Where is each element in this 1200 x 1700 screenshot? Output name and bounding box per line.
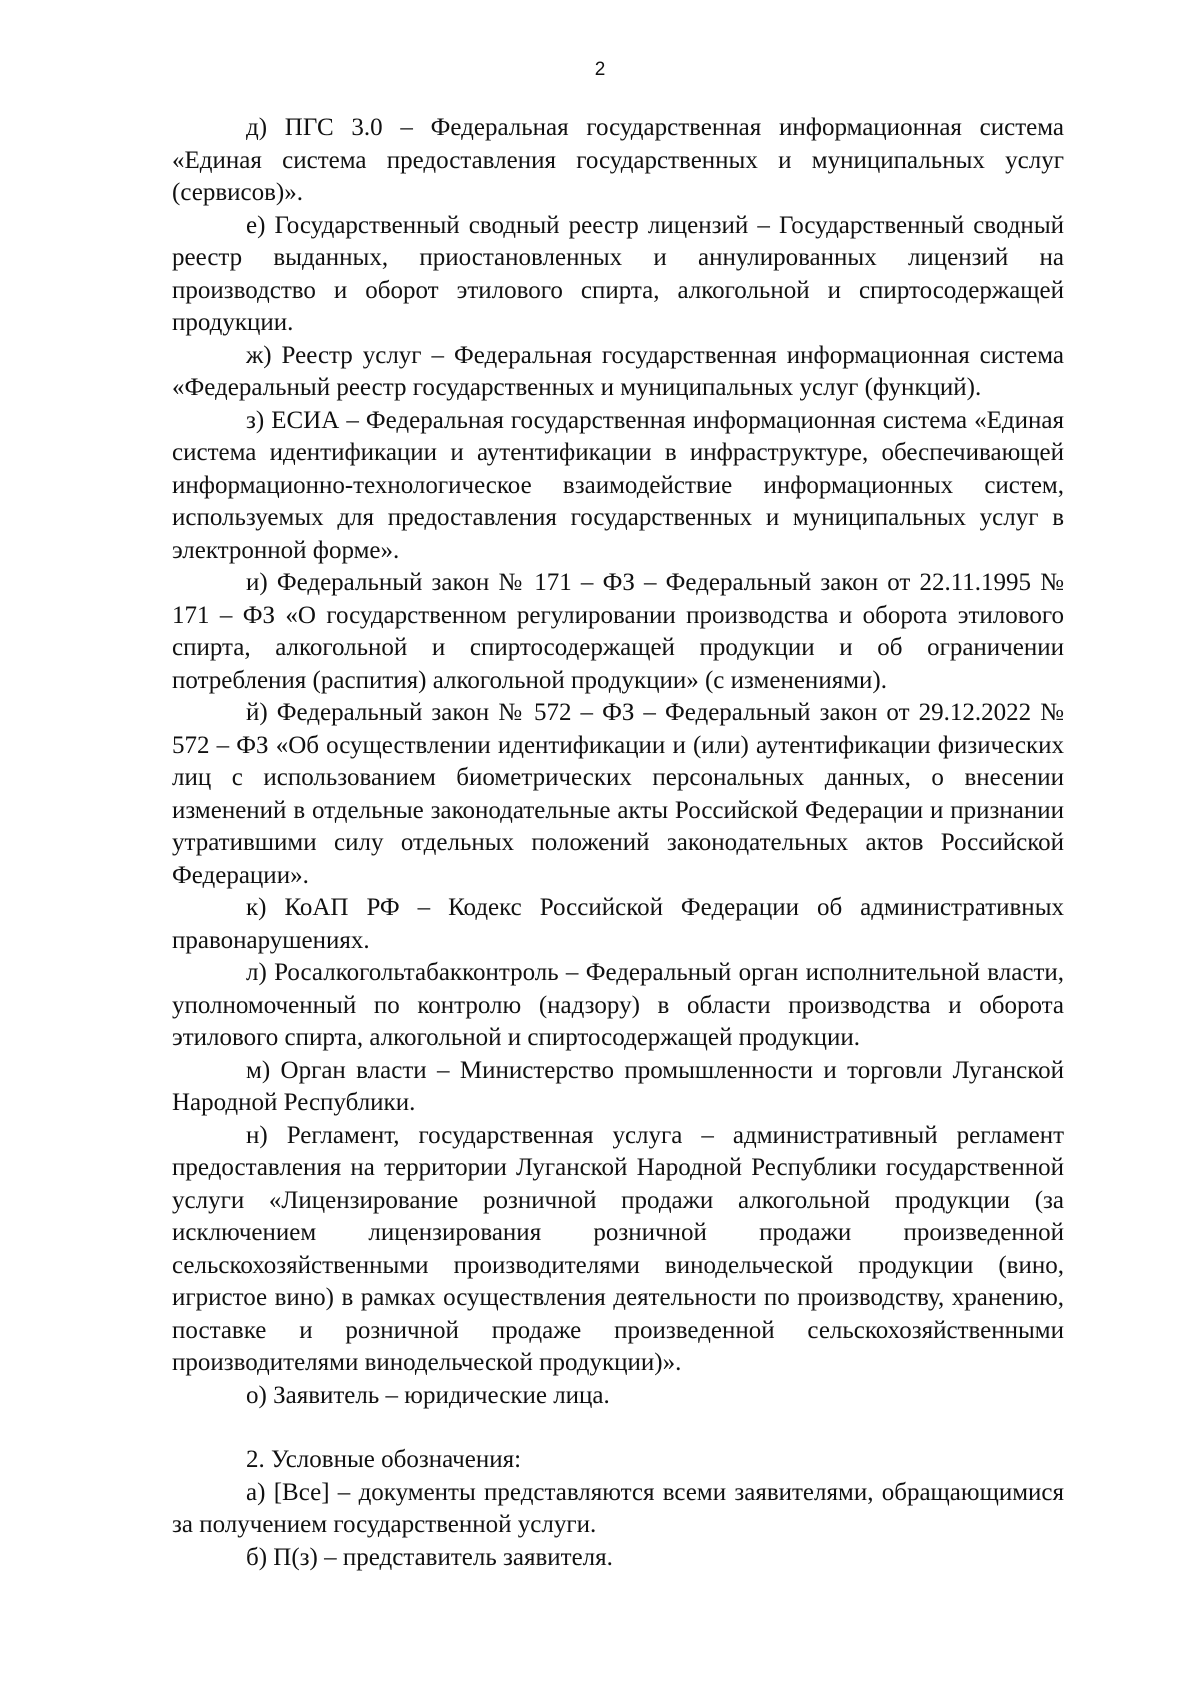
definition-o: о) Заявитель – юридические лица.	[246, 1381, 610, 1409]
definition-m: м) Орган власти – Министерство промышленности и торговли Луганской Народной Республики.	[172, 1056, 1064, 1116]
definition-k: к) КоАП РФ – Кодекс Российской Федерации об административных правонарушениях.	[172, 894, 1064, 954]
definition-i: и) Федеральный закон № 171 – ФЗ – Федеральный закон от 22.11.1995 № 171 – ФЗ «О государственном регулировании производства и оборота этилового спирта, алкогольной и спиртосодержащей продукции и об ограничении потребления (распития) алкогольной продукции» (с изменениями).	[172, 569, 1064, 694]
section-2-item-b: б) П(з) – представитель заявителя.	[246, 1543, 613, 1571]
definition-zh: ж) Реестр услуг – Федеральная государственная информационная система «Федеральный реестр государственных и муниципальных услуг (функций).	[172, 341, 1064, 401]
document-body	[172, 112, 1064, 1574]
definition-d: д) ПГС 3.0 – Федеральная государственная информационная система «Единая система предоставления государственных и муниципальных услуг (сервисов)».	[172, 114, 1064, 206]
section-2-item-a: а) [Все] – документы представляются всеми заявителями, обращающимися за получением государственной услуги.	[172, 1478, 1064, 1538]
definition-n: н) Регламент, государственная услуга – административный регламент предоставления на территории Луганской Народной Республики государственной услуги «Лицензирование розничной продажи алкогольной продукции (за исключением лицензирования розничной продажи произведенной сельскохозяйственными производителями винодельческой продукции (вино, игристое вино) в рамках осуществления деятельности по производству, хранению, поставке и розничной продаже произведенной сельскохозяйственными производителями винодельческой продукции)».	[172, 1121, 1064, 1376]
definition-z: з) ЕСИА – Федеральная государственная информационная система «Единая система идентификации и аутентификации в инфраструктуре, обеспечивающей информационно-технологическое взаимодействие информационных систем, используемых для предоставления государственных и муниципальных услуг в электронной форме».	[172, 406, 1064, 564]
definition-i-kratkoe: й) Федеральный закон № 572 – ФЗ – Федеральный закон от 29.12.2022 № 572 – ФЗ «Об осуществлении идентификации и (или) аутентификации физических лиц с использованием биометрических персональных данных, о внесении изменений в отдельные законодательные акты Российской Федерации и признании утратившими силу отдельных положений законодательных актов Российской Федерации».	[172, 699, 1064, 889]
definition-l: л) Росалкогольтабакконтроль – Федеральный орган исполнительной власти, уполномоченный по контролю (надзору) в области производства и оборота этилового спирта, алкогольной и спиртосодержащей продукции.	[172, 959, 1064, 1051]
definition-e: е) Государственный сводный реестр лицензий – Государственный сводный реестр выданных, приостановленных и аннулированных лицензий на производство и оборот этилового спирта, алкогольной и спиртосодержащей продукции.	[172, 211, 1064, 336]
section-2-heading: 2. Условные обозначения:	[246, 1446, 522, 1473]
page-number: 2	[594, 59, 606, 80]
